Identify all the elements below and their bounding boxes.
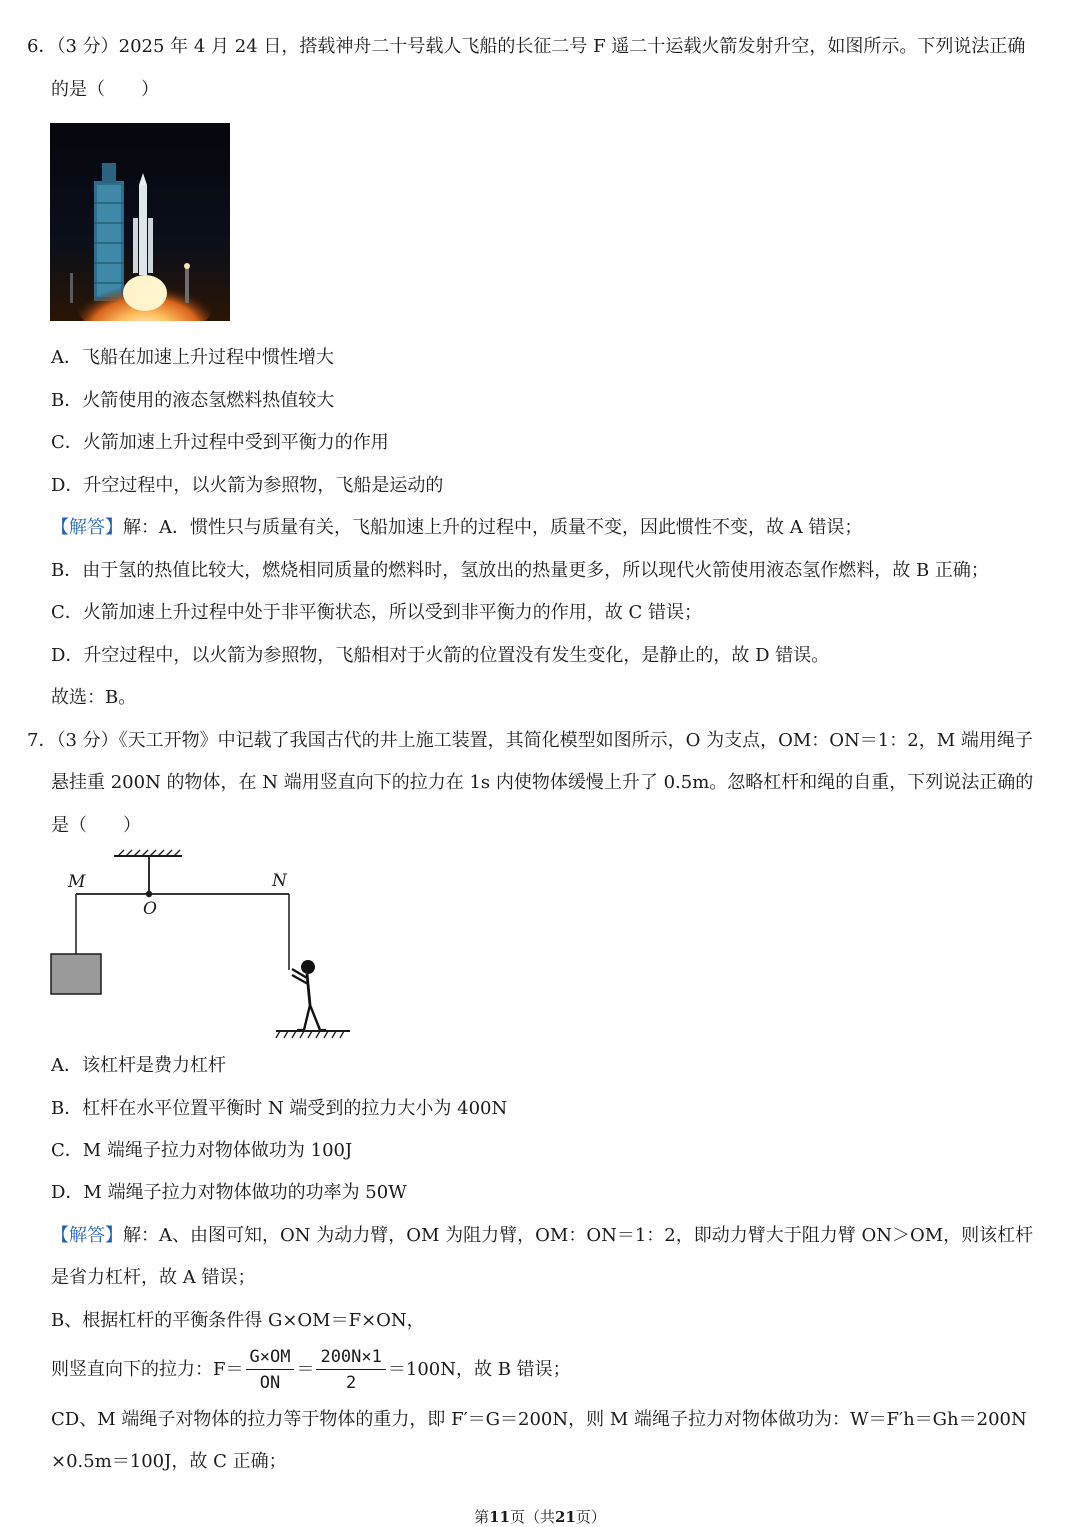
equals-sign: ＝	[296, 1359, 315, 1380]
q7-answer-b-formula	[51, 1346, 571, 1394]
rocket-launch-photo	[50, 123, 230, 321]
formula-prefix: 则竖直向下的拉力：F＝	[51, 1359, 244, 1380]
q7-answer-b-line1: B、根据杠杆的平衡条件得 G×OM＝F×ON，	[51, 1310, 425, 1331]
q7-answer-a-line2: 是省力杠杆，故 A 错误；	[51, 1267, 256, 1288]
lever-diagram	[48, 842, 358, 1042]
fraction-denominator: 2	[346, 1373, 357, 1393]
q6-option-d: D．升空过程中，以火箭为参照物，飞船是运动的	[51, 475, 444, 496]
q7-stem-line3: 是（ ）	[51, 815, 141, 836]
footer-mid: 页（共	[509, 1508, 555, 1526]
answer-tag: 【解答】	[51, 1225, 123, 1246]
q7-stem-line1: 7．（3 分）《天工开物》中记载了我国古代的井上施工装置，其简化模型如图所示，O 为支点，OM：ON＝1：2，M 端用绳子	[27, 730, 1033, 751]
footer-page-number: 11	[489, 1508, 510, 1526]
answer-text: 解：A．惯性只与质量有关，飞船加速上升的过程中，质量不变，因此惯性不变，故 A 错误；	[123, 517, 863, 538]
fraction-g-om-over-on	[246, 1346, 295, 1394]
fraction-numerator: G×OM	[246, 1346, 295, 1370]
q7-answer-cd-line1: CD、M 端绳子对物体的拉力等于物体的重力，即 F′＝G＝200N，则 M 端绳子拉力对物体做功为：W＝F′h＝Gh＝200N	[51, 1409, 1027, 1430]
footer-total-pages: 21	[555, 1508, 576, 1526]
q6-answer-line4: D．升空过程中，以火箭为参照物，飞船相对于火箭的位置没有发生变化，是静止的，故 D 错误。	[51, 645, 830, 666]
answer-tag: 【解答】	[51, 517, 123, 538]
label-m: M	[68, 872, 86, 892]
footer-pre: 第	[474, 1508, 490, 1526]
fraction-200n-over-2	[316, 1346, 385, 1394]
q7-stem-line2: 悬挂重 200N 的物体，在 N 端用竖直向下的拉力在 1s 内使物体缓慢上升了 0.5m。忽略杠杆和绳的自重，下列说法正确的	[51, 772, 1034, 793]
footer-post: 页）	[575, 1508, 606, 1526]
label-n: N	[272, 871, 287, 891]
q6-option-c: C．火箭加速上升过程中受到平衡力的作用	[51, 432, 389, 453]
label-o: O	[143, 899, 157, 919]
q7-option-d: D．M 端绳子拉力对物体做功的功率为 50W	[51, 1182, 407, 1203]
q7-option-a: A．该杠杆是费力杠杆	[51, 1055, 226, 1076]
formula-suffix: ＝100N，故 B 错误；	[387, 1359, 571, 1380]
q7-option-c: C．M 端绳子拉力对物体做功为 100J	[51, 1140, 353, 1161]
q6-stem-line1: 6．（3 分）2025 年 4 月 24 日，搭载神舟二十号载人飞船的长征二号 F 遥二十运载火箭发射升空，如图所示。下列说法正确	[27, 36, 1026, 57]
q6-answer-line3: C．火箭加速上升过程中处于非平衡状态，所以受到非平衡力的作用，故 C 错误；	[51, 602, 702, 623]
q6-answer-line1	[51, 516, 862, 540]
q6-answer-conclusion: 故选：B。	[51, 687, 137, 708]
fraction-numerator: 200N×1	[316, 1346, 385, 1370]
q6-answer-line2: B．由于氢的热值比较大，燃烧相同质量的燃料时，氢放出的热量更多，所以现代火箭使用液态氢作燃料，故 B 正确；	[51, 560, 989, 581]
q7-answer-cd-line2: ×0.5m＝100J，故 C 正确；	[51, 1451, 287, 1472]
answer-text: 解：A、由图可知，ON 为动力臂，OM 为阻力臂，OM：ON＝1：2，即动力臂大于阻力臂 ON＞OM，则该杠杆	[123, 1225, 1034, 1246]
q7-answer-a-line1	[51, 1224, 1033, 1248]
q6-option-b: B．火箭使用的液态氢燃料热值较大	[51, 390, 335, 411]
fraction-denominator: ON	[259, 1373, 281, 1393]
q7-option-b: B．杠杆在水平位置平衡时 N 端受到的拉力大小为 400N	[51, 1098, 508, 1119]
page-footer	[0, 1506, 1080, 1527]
q6-option-a: A．飞船在加速上升过程中惯性增大	[51, 347, 334, 368]
q6-stem-line2: 的是（ ）	[51, 79, 159, 100]
